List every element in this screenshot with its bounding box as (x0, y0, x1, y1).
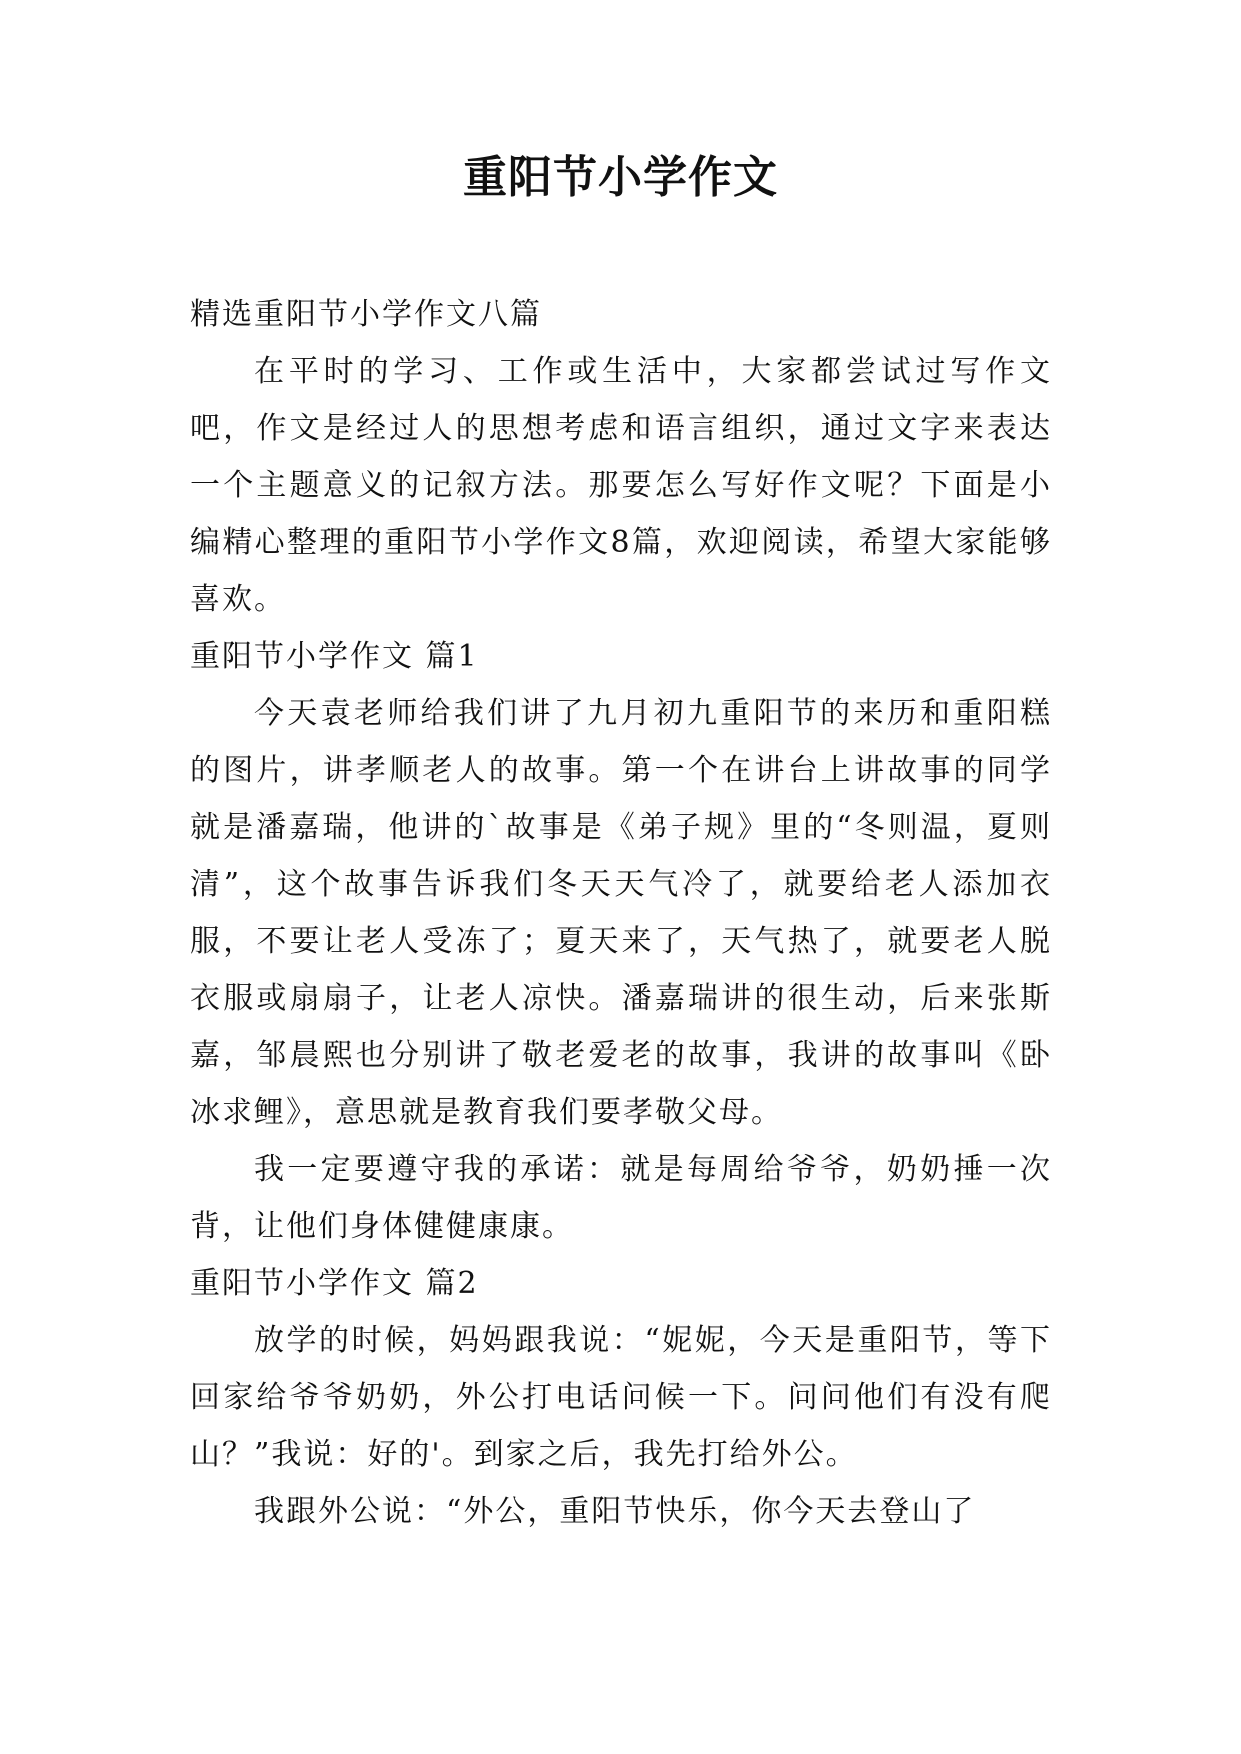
section-heading-1: 重阳节小学作文 篇1 (190, 639, 479, 674)
intro-paragraph: 在平时的学习、工作或生活中，大家都尝试过写作文吧，作文是经过人的思想考虑和语言组织，通过文字来表达一个主题意义的记叙方法。那要怎么写好作文呢？下面是小编精心整理的重阳节小学作文8篇，欢迎阅读，希望大家能够喜欢。 (190, 354, 1052, 617)
section-heading-2: 重阳节小学作文 篇2 (190, 1266, 479, 1301)
document-body (190, 286, 1052, 1540)
section-2-paragraph-1: 放学的时候，妈妈跟我说：“妮妮，今天是重阳节，等下回家给爷爷奶奶，外公打电话问候一下。问问他们有没有爬山？”我说：好的'。到家之后，我先打给外公。 (190, 1323, 1052, 1472)
document-title: 重阳节小学作文 (463, 152, 778, 203)
document-subtitle: 精选重阳节小学作文八篇 (190, 297, 542, 332)
section-2-paragraph-2: 我跟外公说：“外公，重阳节快乐，你今天去登山了 (254, 1494, 976, 1529)
section-1-paragraph-1: 今天袁老师给我们讲了九月初九重阳节的来历和重阳糕的图片，讲孝顺老人的故事。第一个在讲台上讲故事的同学就是潘嘉瑞，他讲的`故事是《弟子规》里的“冬则温，夏则清”，这个故事告诉我们冬天天气冷了，就要给老人添加衣服，不要让老人受冻了；夏天来了，天气热了，就要老人脱衣服或扇扇子，让老人凉快。潘嘉瑞讲的很生动，后来张斯嘉，邹晨熙也分别讲了敬老爱老的故事，我讲的故事叫《卧冰求鲤》，意思就是教育我们要孝敬父母。 (190, 696, 1052, 1130)
section-1-paragraph-2: 我一定要遵守我的承诺：就是每周给爷爷，奶奶捶一次背，让他们身体健健康康。 (190, 1152, 1052, 1244)
